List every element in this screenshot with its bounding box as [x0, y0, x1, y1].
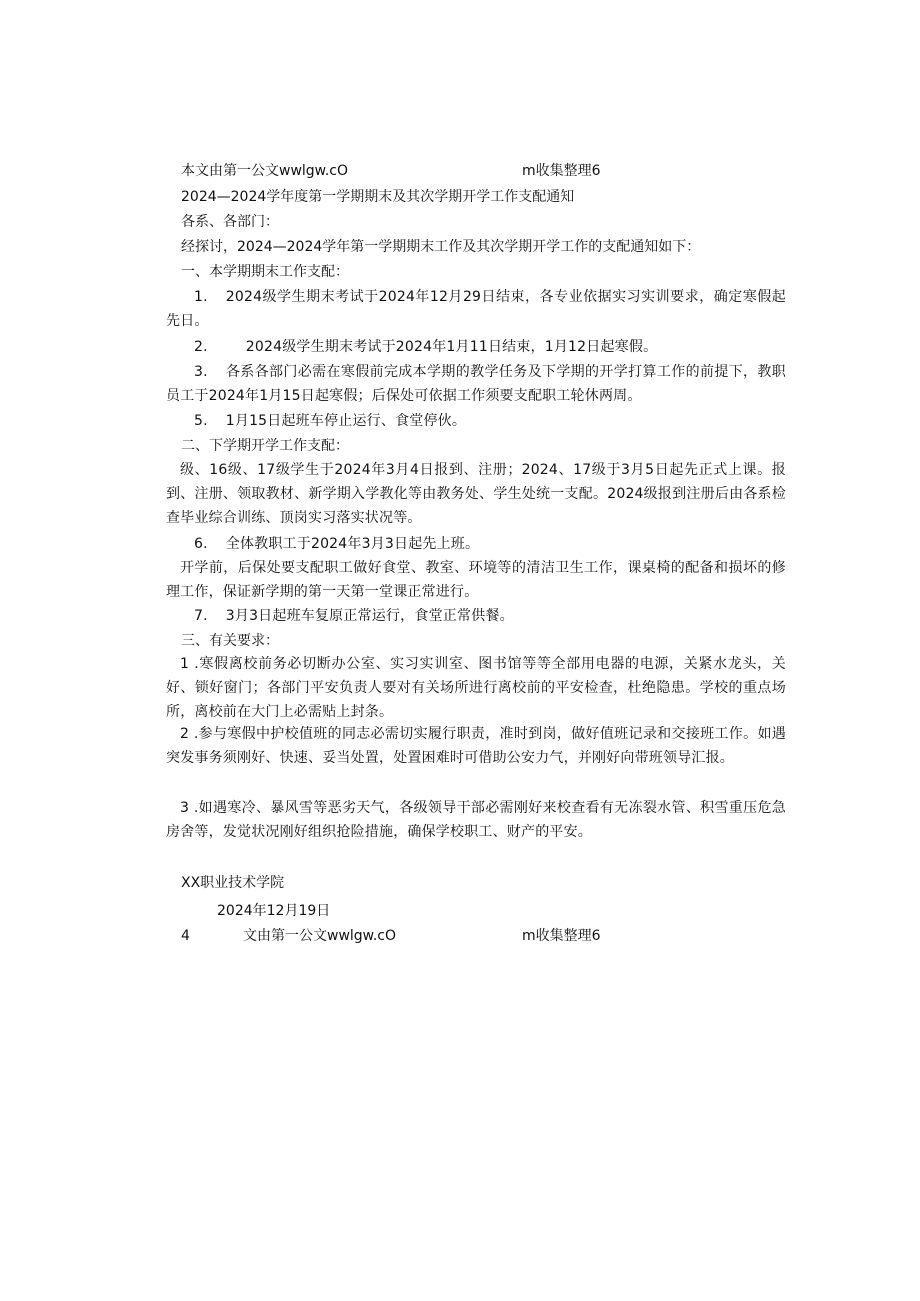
section3-title: 三、有关要求：: [181, 633, 279, 649]
s1-item1: [166, 285, 786, 333]
footer-right: m收集整理6: [522, 928, 601, 944]
s3-item3: 3 .如遇寒冷、暴风雪等恶劣天气，各级领导干部必需刚好来校查看有无冻裂水管、积雪重压危急房舍等，发觉状况刚好组织抢险措施，确保学校职工、财产的平安。: [166, 800, 786, 840]
header-left: 本文由第一公文wwlgw.cO: [181, 163, 349, 179]
s1-item1-num: 1.: [194, 289, 208, 305]
intro-paragraph: 经探讨，2024—2024学年第一学期期末工作及其次学期开学工作的支配通知如下：: [181, 239, 701, 255]
s1-item3: [166, 360, 786, 408]
s1-item2-num: 2.: [194, 339, 208, 355]
s1-item3-num: 3.: [194, 364, 208, 380]
s1-item3-text: 各系各部门必需在寒假前完成本学期的教学任务及下学期的开学打算工作的前提下，教职员工于2024年1月15日起寒假；后保处可依据工作须要支配职工轮休两周。: [166, 364, 786, 404]
s1-item5-num: 5.: [194, 413, 208, 429]
s1-item5-text: 1月15日起班车停止运行、食堂停伙。: [225, 413, 467, 429]
signature-date: 2024年12月19日: [217, 903, 331, 919]
footer-left: 文由第一公文wwlgw.cO: [243, 928, 397, 944]
s1-item1-text: 2024级学生期末考试于2024年12月29日结束，各专业依据实习实训要求，确定寒假起先日。: [166, 289, 786, 329]
s2-item7: [166, 604, 786, 628]
s1-item5: [166, 409, 786, 433]
s3-item1: 1 .寒假离校前务必切断办公室、实习实训室、图书馆等等全部用电器的电源，关紧水龙头，关好、锁好窗门；各部门平安负责人要对有关场所进行离校前的平安检查，杜绝隐患。学校的重点场所，离校前在大门上必需贴上封条。: [166, 656, 786, 720]
s1-item2: [166, 335, 786, 359]
s2-item7-num: 7.: [194, 608, 208, 624]
s2-paragraph2: 开学前，后保处要支配职工做好食堂、教室、环境等的清洁卫生工作，课桌椅的配备和损坏的修理工作，保证新学期的第一天第一堂课正常进行。: [166, 560, 786, 600]
salutation: 各系、各部门：: [181, 214, 279, 230]
s3-item2: 2 .参与寒假中护校值班的同志必需切实履行职责，准时到岗，做好值班记录和交接班工作。如遇突发事务须刚好、快速、妥当处置，处置困难时可借助公安力气，并刚好向带班领导汇报。: [166, 726, 786, 766]
s2-item6-text: 全体教职工于2024年3月3日起先上班。: [225, 536, 480, 552]
section1-title: 一、本学期期末工作支配：: [181, 264, 349, 280]
s1-item2-text: 2024级学生期末考试于2024年1月11日结束，1月12日起寒假。: [245, 339, 658, 355]
document-title: 2024—2024学年度第一学期期末及其次学期开学工作支配通知: [181, 189, 575, 205]
s2-paragraph1: 级、16级、17级学生于2024年3月4日报到、注册；2024、17级于3月5日起先正式上课。报到、注册、领取教材、新学期入学教化等由教务处、学生处统一支配。2024级报到注册后由各系检查毕业综合训练、顶岗实习落实状况等。: [166, 462, 786, 526]
s2-item7-text: 3月3日起班车复原正常运行，食堂正常供餐。: [225, 608, 514, 624]
s2-item6-num: 6.: [194, 536, 208, 552]
section2-title: 二、下学期开学工作支配：: [181, 438, 349, 454]
footer-page-number: 4: [181, 928, 190, 944]
header-right: m收集整理6: [522, 163, 601, 179]
s2-item6: [166, 532, 786, 556]
signature-org: XX职业技术学院: [181, 875, 285, 891]
